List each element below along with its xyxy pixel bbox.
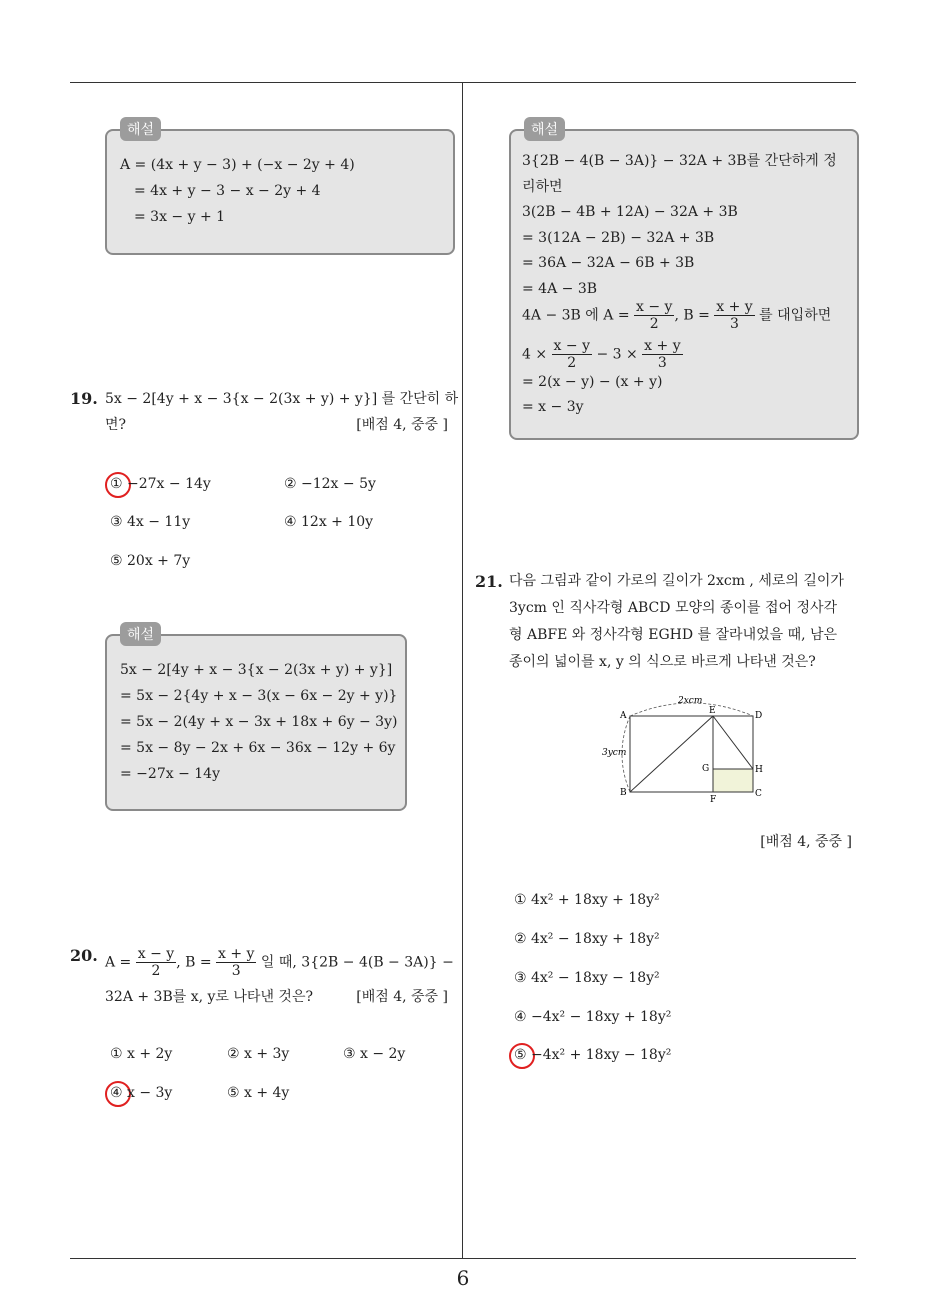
solution-line: = 5x − 2(4y + x − 3x + 18x + 6y − 3y) — [120, 714, 398, 730]
label-a: A — [620, 711, 627, 721]
solution-line: = 5x − 8y − 2x + 6x − 36x − 12y + 6y — [120, 740, 396, 756]
numerator: x + y — [716, 299, 753, 315]
solution-line: = 3x − y + 1 — [134, 209, 226, 225]
solution-line: = −27x − 14y — [120, 766, 220, 782]
option-4[interactable]: ④ −4x² − 18xy + 18y² — [514, 1009, 672, 1025]
bottom-rule — [70, 1258, 856, 1259]
option-5[interactable]: ⑤ x + 4y — [227, 1085, 290, 1101]
fraction — [136, 946, 176, 979]
solution-line: 리하면 — [522, 179, 563, 195]
label-h: H — [755, 765, 763, 775]
expr-c: 를 대입하면 — [759, 307, 832, 324]
solution-line: 3{2B − 4(B − 3A)} − 32A + 3B를 간단하게 정 — [522, 153, 837, 169]
solution-tag: 해설 — [120, 622, 161, 646]
top-rule — [70, 82, 856, 83]
label-g: G — [702, 764, 710, 774]
label-e: E — [709, 706, 716, 716]
solution-line: 3(2B − 4B + 12A) − 32A + 3B — [522, 204, 738, 220]
question-text: 5x − 2[4y + x − 3{x − 2(3x + y) + y}] 를 간단히 하 — [105, 391, 459, 407]
solution-line: 5x − 2[4y + x − 3{x − 2(3x + y) + y}] — [120, 662, 393, 678]
option-3[interactable]: ③ 4x − 11y — [110, 514, 191, 530]
denominator: 2 — [567, 355, 577, 371]
segment-be — [630, 716, 713, 792]
label-d: D — [755, 711, 763, 721]
label-f: F — [710, 795, 717, 805]
solution-line: = 2(x − y) − (x + y) — [522, 374, 663, 390]
score-label: [배점 4, 중중 ] — [356, 989, 448, 1005]
option-5[interactable]: ⑤ 20x + 7y — [110, 553, 191, 569]
option-4[interactable]: ④ 12x + 10y — [284, 514, 374, 530]
solution-tag: 해설 — [524, 117, 565, 141]
label-c: C — [755, 789, 762, 799]
fraction — [634, 299, 674, 332]
fraction — [714, 299, 754, 332]
question-number: 21. — [475, 572, 503, 591]
option-2[interactable]: ② 4x² − 18xy + 18y² — [514, 931, 660, 947]
denominator: 3 — [657, 355, 667, 371]
question-text — [105, 946, 454, 979]
solution-line: = 5x − 2{4y + x − 3(x − 6x − 2y + y)} — [120, 688, 398, 704]
label-b: B — [620, 788, 627, 798]
option-2[interactable]: ② −12x − 5y — [284, 476, 376, 492]
question-text: 32A + 3B를 x, y로 나타낸 것은? — [105, 989, 313, 1005]
option-1[interactable]: ① 4x² + 18xy + 18y² — [514, 892, 660, 908]
solution-line: A = (4x + y − 3) + (−x − 2y + 4) — [120, 157, 355, 173]
fraction — [216, 946, 256, 979]
option-1[interactable]: ① x + 2y — [110, 1046, 173, 1062]
score-label: [배점 4, 중중 ] — [760, 834, 852, 850]
expr-b: − 3 × — [596, 346, 638, 363]
label-width: 2xcm — [678, 696, 703, 706]
column-divider — [462, 83, 463, 1258]
option-5[interactable]: ⑤ −4x² + 18xy − 18y² — [514, 1047, 672, 1063]
denominator: 2 — [151, 963, 161, 979]
numerator: x − y — [553, 338, 590, 354]
question-text-rest: 일 때, 3{2B − 4(B − 3A)} − — [260, 954, 454, 971]
question-text: 3ycm 인 직사각형 ABCD 모양의 종이를 접어 정사각 — [509, 600, 838, 616]
option-3[interactable]: ③ 4x² − 18xy − 18y² — [514, 970, 660, 986]
question-number: 20. — [70, 946, 98, 965]
score-label: [배점 4, 중중 ] — [356, 417, 448, 433]
rectangle-figure — [598, 694, 778, 810]
expr-a: 4A − 3B 에 A = — [522, 307, 630, 324]
denominator: 3 — [231, 963, 241, 979]
fraction — [642, 338, 682, 371]
solution-line: = 36A − 32A − 6B + 3B — [522, 255, 695, 271]
solution-line — [522, 299, 831, 332]
option-1[interactable]: ① −27x − 14y — [110, 476, 211, 492]
page-number: 6 — [456, 1266, 470, 1290]
expr-b: , B = — [176, 954, 212, 971]
question-text: 면? — [105, 417, 127, 433]
question-text: 종이의 넓이를 x, y 의 식으로 바르게 나타낸 것은? — [509, 654, 816, 670]
numerator: x + y — [218, 946, 255, 962]
numerator: x − y — [137, 946, 175, 962]
solution-line: = x − 3y — [522, 399, 584, 415]
question-number: 19. — [70, 389, 98, 408]
fraction — [552, 338, 592, 371]
option-3[interactable]: ③ x − 2y — [343, 1046, 406, 1062]
segment-eh — [713, 716, 753, 769]
expr-a: 4 × — [522, 346, 548, 363]
solution-line: = 4x + y − 3 − x − 2y + 4 — [134, 183, 321, 199]
solution-tag: 해설 — [120, 117, 161, 141]
option-4[interactable]: ④ x − 3y — [110, 1085, 173, 1101]
solution-line: = 3(12A − 2B) − 32A + 3B — [522, 230, 715, 246]
denominator: 2 — [649, 316, 659, 332]
remaining-region — [713, 769, 753, 792]
question-text: 형 ABFE 와 정사각형 EGHD 를 잘라내었을 때, 남은 — [509, 627, 838, 643]
label-height: 3ycm — [602, 748, 627, 758]
solution-line: = 4A − 3B — [522, 281, 598, 297]
numerator: x − y — [636, 299, 673, 315]
question-text: 다음 그림과 같이 가로의 길이가 2xcm , 세로의 길이가 — [509, 573, 844, 589]
numerator: x + y — [644, 338, 681, 354]
denominator: 3 — [730, 316, 739, 332]
option-2[interactable]: ② x + 3y — [227, 1046, 290, 1062]
solution-line — [522, 338, 683, 371]
expr-a: A = — [105, 954, 132, 971]
expr-b: , B = — [674, 307, 710, 324]
